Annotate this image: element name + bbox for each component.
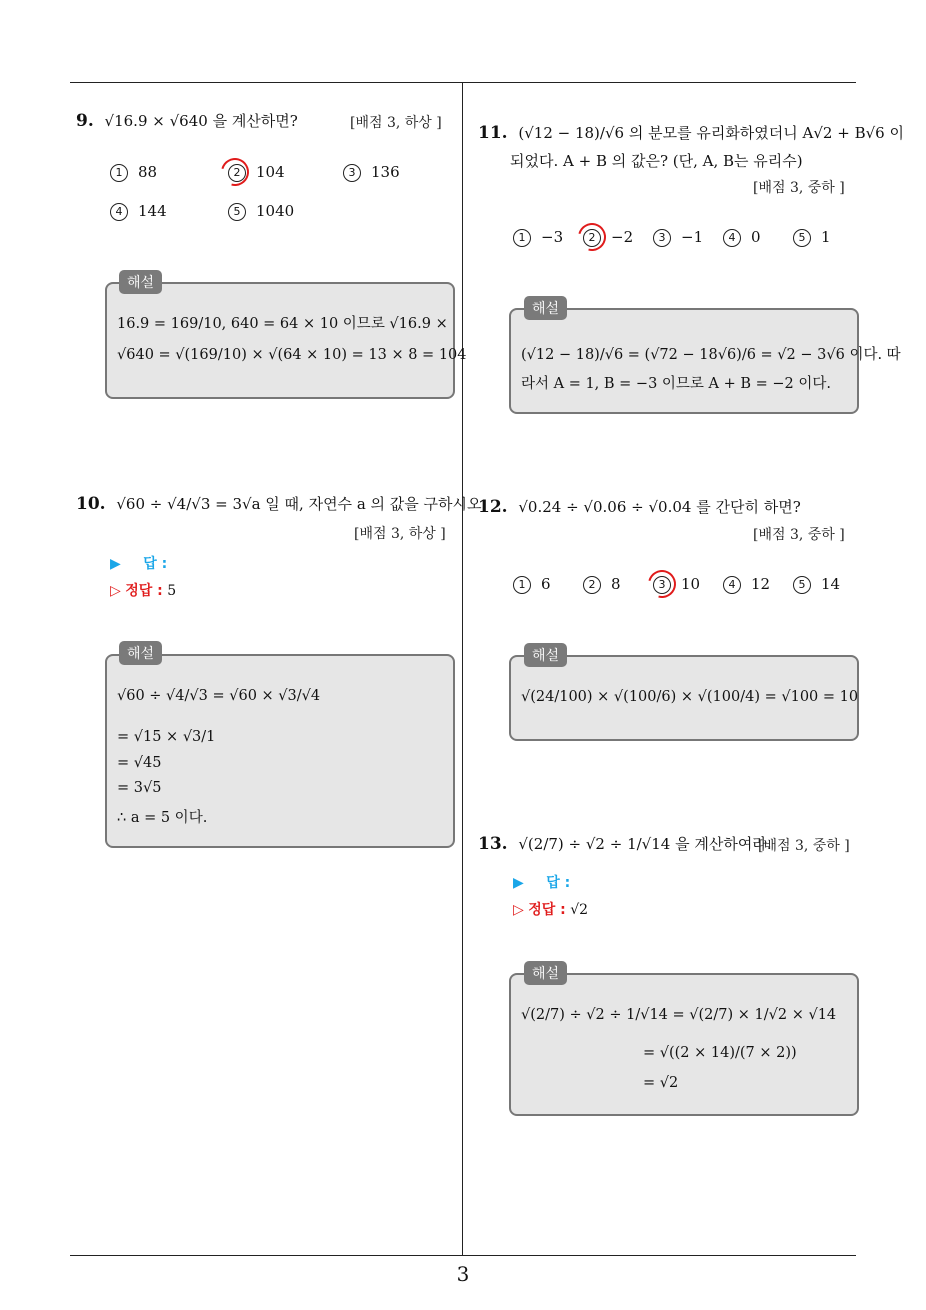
choice-3[interactable]	[653, 228, 703, 247]
question-11	[478, 122, 904, 143]
choice-number-icon: 3	[653, 229, 671, 247]
column-divider	[462, 83, 463, 1256]
explanation-line: (√12 − 18)/√6 = (√72 − 18√6)/6 = √2 − 3√6 이다. 따	[521, 347, 901, 363]
explanation-line: √640 = √(169/10) × √(64 × 10) = 13 × 8 = 104	[117, 347, 467, 363]
difficulty-tag: [배점 3, 하상 ]	[350, 115, 442, 131]
explanation-line: = √2	[643, 1075, 679, 1091]
choice-value: −2	[611, 228, 634, 246]
correct-answer-row	[513, 899, 588, 919]
question-10	[76, 493, 486, 514]
choice-value: −3	[541, 228, 564, 246]
explanation-label: 해설	[524, 296, 567, 320]
difficulty-tag: [배점 3, 중하 ]	[753, 180, 845, 196]
choice-4[interactable]	[110, 202, 167, 221]
correct-answer-row	[110, 580, 176, 600]
choice-5[interactable]	[793, 228, 831, 247]
choice-number-icon: 2	[583, 229, 601, 247]
choice-number-icon: 1	[110, 164, 128, 182]
correct-label: 정답 :	[528, 902, 566, 918]
choice-1[interactable]	[513, 575, 551, 594]
choice-value: 8	[611, 575, 621, 593]
choice-value: −1	[681, 228, 704, 246]
choice-value: 10	[681, 575, 701, 593]
question-math: √60 ÷ √4/√3 = 3√a	[116, 495, 261, 513]
explanation-label: 해설	[119, 641, 162, 665]
choice-4[interactable]	[723, 575, 770, 594]
choice-number-icon: 4	[723, 229, 741, 247]
difficulty-tag: [배점 3, 하상 ]	[354, 526, 446, 542]
explanation-line: √(24/100) × √(100/6) × √(100/4) = √100 = 10	[521, 689, 859, 705]
question-number: 12.	[478, 497, 508, 517]
correct-arrow-icon: ▷	[513, 902, 524, 918]
choice-value: 144	[138, 202, 167, 220]
correct-value: 5	[167, 583, 177, 599]
correct-value: √2	[570, 902, 589, 918]
explanation-line: 라서 A = 1, B = −3 이므로 A + B = −2 이다.	[521, 376, 832, 392]
explanation-line: = √((2 × 14)/(7 × 2))	[643, 1045, 797, 1061]
explanation-line: = 3√5	[117, 780, 162, 796]
choice-number-icon: 2	[228, 164, 246, 182]
explanation-label: 해설	[524, 643, 567, 667]
choice-value: 12	[751, 575, 771, 593]
page-number: 3	[456, 1262, 470, 1286]
choice-1[interactable]	[513, 228, 563, 247]
choice-value: 88	[138, 163, 158, 181]
explanation-line: √60 ÷ √4/√3 = √60 × √3/√4	[117, 688, 321, 704]
question-math: (√12 − 18)/√6	[518, 124, 625, 142]
choice-4[interactable]	[723, 228, 761, 247]
explanation-line: = √15 × √3/1	[117, 729, 216, 745]
choice-value: 1040	[256, 202, 295, 220]
answer-arrow-icon: ▶	[110, 556, 121, 572]
choice-number-icon: 2	[583, 576, 601, 594]
answer-label: 답 :	[546, 875, 571, 891]
correct-label: 정답 :	[125, 583, 163, 599]
question-text: 일 때, 자연수 a 의 값을 구하시오.	[265, 495, 487, 513]
choice-number-icon: 3	[343, 164, 361, 182]
question-text: 를 간단히 하면?	[696, 498, 801, 516]
choice-5[interactable]	[228, 202, 294, 221]
choice-number-icon: 4	[110, 203, 128, 221]
explanation-line: = √45	[117, 755, 162, 771]
choice-value: 14	[821, 575, 841, 593]
question-number: 9.	[76, 111, 94, 131]
choice-value: 104	[256, 163, 285, 181]
question-number: 10.	[76, 494, 106, 514]
difficulty-tag: [배점 3, 중하 ]	[758, 838, 850, 854]
answer-arrow-icon: ▶	[513, 875, 524, 891]
answer-mark-icon	[573, 218, 611, 256]
bottom-rule	[70, 1255, 856, 1256]
choice-number-icon: 5	[793, 576, 811, 594]
question-13	[478, 833, 772, 854]
answer-row	[513, 872, 570, 892]
answer-mark-icon	[216, 153, 254, 191]
top-rule	[70, 82, 856, 83]
question-math: √16.9 × √640	[104, 112, 208, 130]
choice-5[interactable]	[793, 575, 840, 594]
choice-value: 1	[821, 228, 831, 246]
question-math: √0.24 ÷ √0.06 ÷ √0.04	[518, 498, 692, 516]
question-number: 13.	[478, 834, 508, 854]
choice-3[interactable]	[343, 163, 400, 182]
question-text-line2: 되었다. A + B 의 값은? (단, A, B는 유리수)	[510, 152, 803, 170]
explanation-label: 해설	[524, 961, 567, 985]
choice-number-icon: 1	[513, 229, 531, 247]
question-12	[478, 496, 801, 517]
explanation-line: ∴ a = 5 이다.	[117, 810, 208, 826]
answer-row	[110, 553, 167, 573]
question-text: 을 계산하면?	[212, 112, 298, 130]
choice-value: 0	[751, 228, 761, 246]
question-math: √(2/7) ÷ √2 ÷ 1/√14	[518, 835, 671, 853]
explanation-line: 16.9 = 169/10, 640 = 64 × 10 이므로 √16.9 ×	[117, 316, 448, 332]
choice-value: 136	[371, 163, 400, 181]
answer-label: 답 :	[143, 556, 168, 572]
question-text: 을 계산하여라.	[675, 835, 772, 853]
choice-number-icon: 5	[793, 229, 811, 247]
answer-mark-icon	[643, 565, 681, 603]
choice-2[interactable]	[583, 575, 621, 594]
difficulty-tag: [배점 3, 중하 ]	[753, 527, 845, 543]
choice-value: 6	[541, 575, 551, 593]
question-number: 11.	[478, 123, 508, 143]
correct-arrow-icon: ▷	[110, 583, 121, 599]
explanation-line: √(2/7) ÷ √2 ÷ 1/√14 = √(2/7) × 1/√2 × √14	[521, 1007, 837, 1023]
choice-number-icon: 5	[228, 203, 246, 221]
question-9	[76, 110, 298, 131]
choice-number-icon: 1	[513, 576, 531, 594]
choice-number-icon: 4	[723, 576, 741, 594]
question-text: 의 분모를 유리화하였더니 A√2 + B√6 이	[628, 124, 904, 142]
explanation-label: 해설	[119, 270, 162, 294]
choice-1[interactable]	[110, 163, 157, 182]
choice-number-icon: 3	[653, 576, 671, 594]
explanation-box	[105, 282, 455, 399]
